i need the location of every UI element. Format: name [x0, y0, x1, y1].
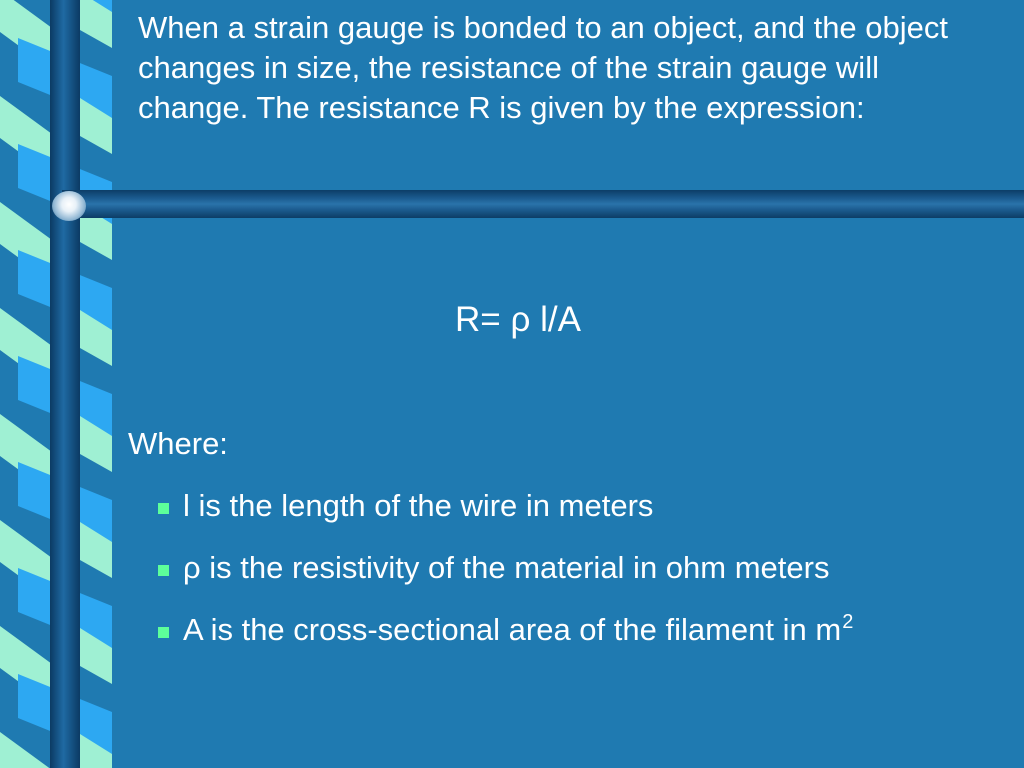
intro-paragraph: When a strain gauge is bonded to an object, and the object changes in size, the resistance of the strain gauge will change. The resistance R is given by the expression:	[138, 10, 949, 125]
ribbon-band-light	[0, 732, 52, 768]
ribbon-decoration	[0, 0, 112, 768]
where-label: Where:	[128, 426, 228, 461]
resistance-formula: R= ρ l/A	[455, 300, 581, 339]
vertical-bar	[50, 0, 80, 768]
definition-item-length	[156, 486, 853, 526]
superscript-exponent: 2	[842, 611, 854, 633]
square-bullet-icon	[158, 503, 169, 514]
definition-list	[156, 486, 853, 672]
definition-text: ρ is the resistivity of the material in ohm meters	[183, 550, 830, 585]
definition-text: l is the length of the wire in meters	[183, 488, 654, 523]
divider-knob	[52, 191, 86, 221]
definition-text: A is the cross-sectional area of the filament in m	[183, 612, 842, 647]
square-bullet-icon	[158, 565, 169, 576]
definition-item-resistivity	[156, 548, 853, 588]
definition-item-area	[156, 610, 853, 650]
square-bullet-icon	[158, 627, 169, 638]
title-divider-bar	[62, 190, 1024, 218]
